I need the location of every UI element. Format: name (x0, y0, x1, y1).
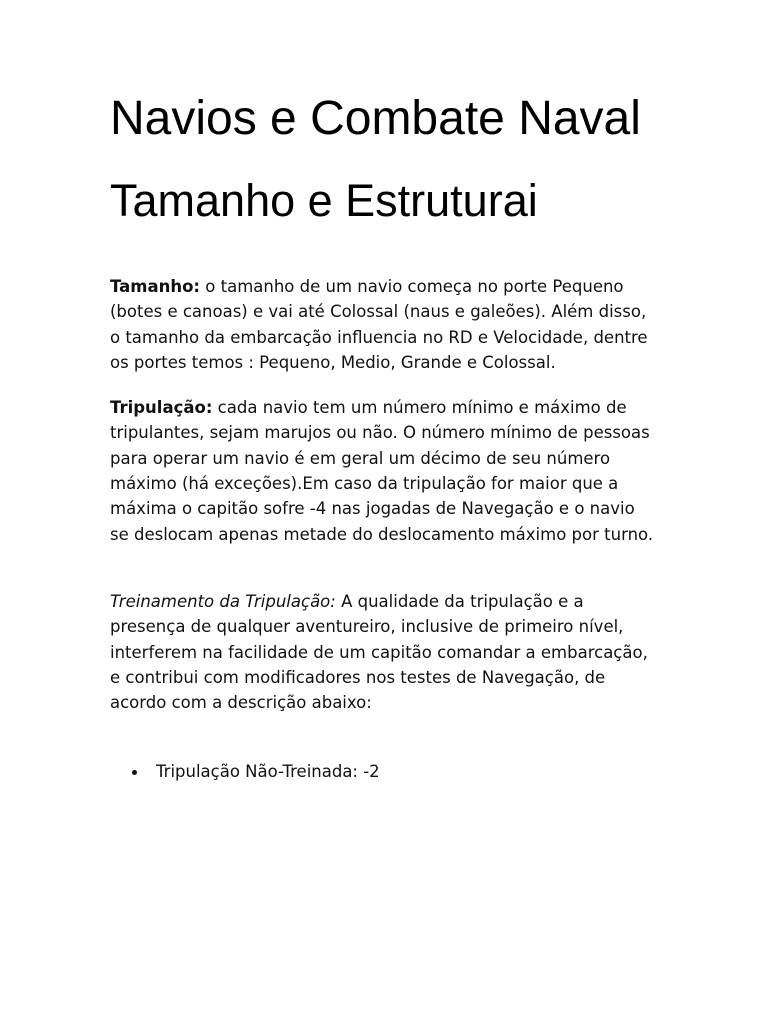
paragraph-text: cada navio tem um número mínimo e máximo de tripulantes, sejam marujos ou não. O número mínimo de pessoas para operar um navio é em geral um décimo de seu número máximo (há exceções).Em caso da tripulação for maior que a máxima o capitão sofre -4 nas jogadas de Navegação e o navio se deslocam apenas metade do deslocamento máximo por turno. (110, 398, 654, 544)
paragraph-label: Tamanho: (110, 277, 201, 296)
paragraph-text: A qualidade da tripulação e a presença de qualquer aventureiro, inclusive de primeiro nível, interferem na facilidade de um capitão comandar a embarcação, e contribui com modificadores nos testes de Navegação, de acordo com a descrição abaixo: (110, 591, 648, 713)
crew-training-list (110, 759, 658, 784)
paragraph-treinamento (110, 589, 658, 715)
bullet-icon (132, 770, 137, 775)
paragraph-label: Tripulação: (110, 398, 213, 418)
paragraph-label: Treinamento da Tripulação: (110, 591, 336, 611)
paragraph-text: o tamanho de um navio começa no porte Pequeno (botes e canoas) e vai até Colossal (naus e galeões). Além disso, o tamanho da embarcação influencia no RD e Velocidade, dentre os portes temos : Pequeno, Medio, Grande e Colossal. (110, 277, 648, 372)
list-item (110, 759, 658, 784)
document-title: Navios e Combate Naval (110, 92, 641, 145)
paragraph-tripulacao (110, 395, 658, 547)
document-page (110, 0, 658, 784)
paragraph-tamanho (110, 274, 658, 375)
section-heading: Tamanho e Estruturai (110, 175, 538, 226)
list-item-text: Tripulação Não-Treinada: -2 (156, 762, 380, 782)
